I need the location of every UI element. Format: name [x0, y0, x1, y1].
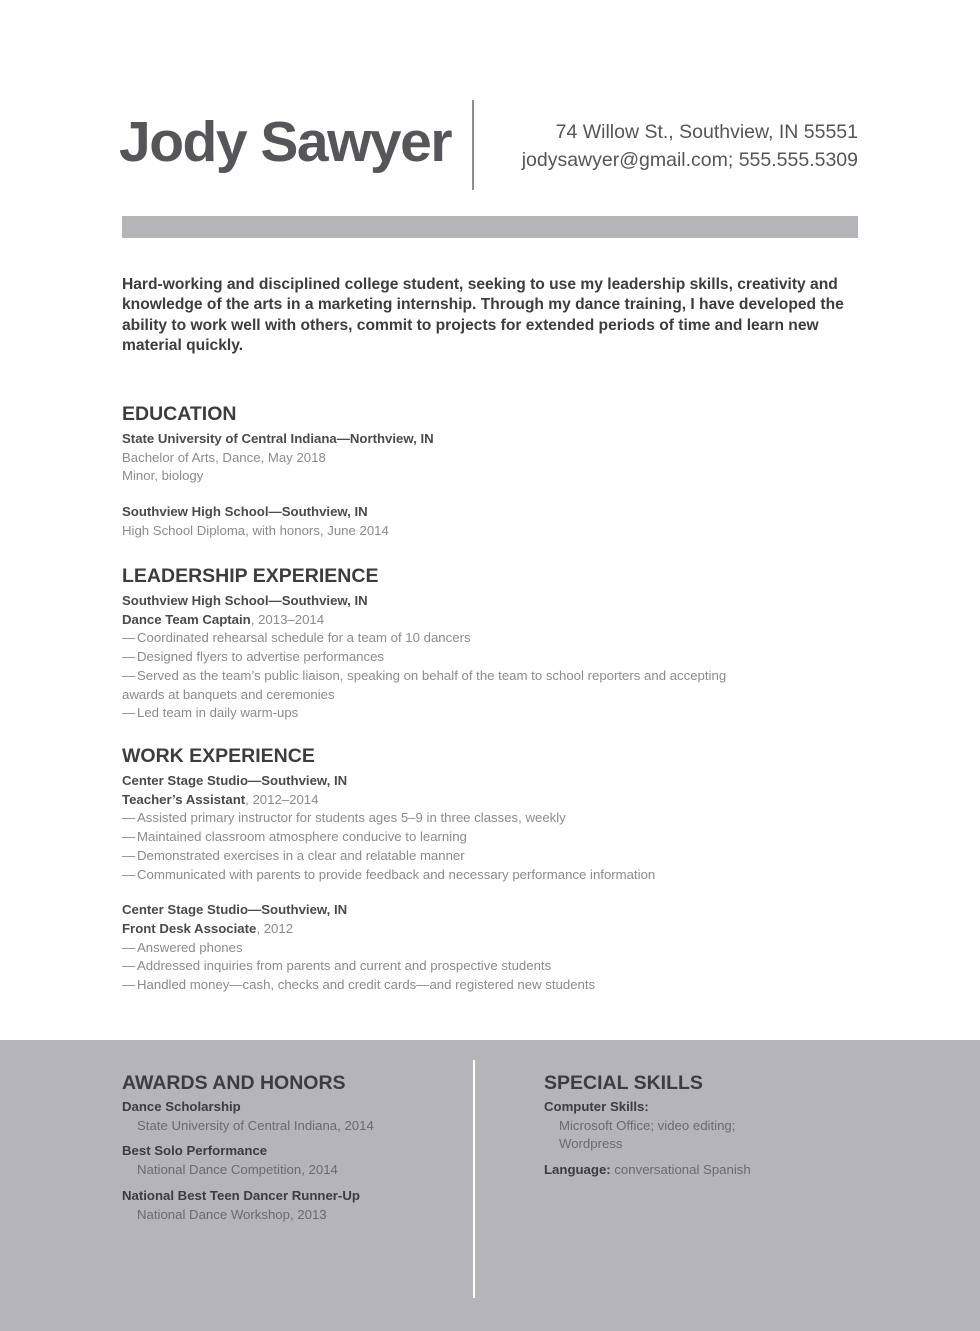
- skills-section: [544, 1071, 779, 1180]
- list-item: — Assisted primary instructor for students ages 5–9 in three classes, weekly: [122, 810, 566, 826]
- role-dates: , 2012: [256, 920, 294, 936]
- list-item: — Answered phones: [122, 939, 243, 955]
- awards-title: AWARDS AND HONORS: [122, 1072, 346, 1094]
- education-detail: Bachelor of Arts, Dance, May 2018: [122, 449, 326, 465]
- awards-section: [122, 1071, 374, 1231]
- resume-name: Jody Sawyer: [119, 110, 452, 174]
- contact-address: 74 Willow St., Southview, IN 55551: [555, 121, 858, 143]
- leadership-org: Southview High School—Southview, IN: [122, 593, 368, 608]
- header-divider: [472, 100, 474, 190]
- award-name: Best Solo Performance: [122, 1143, 268, 1159]
- list-item: — Handled money—cash, checks and credit cards—and registered new students: [122, 977, 596, 993]
- header-bar: [122, 216, 858, 238]
- list-item: — Addressed inquiries from parents and current and prospective students: [122, 958, 552, 974]
- award-name: Dance Scholarship: [122, 1099, 241, 1114]
- language-skill: [544, 1161, 779, 1180]
- contact-info: [490, 118, 858, 174]
- list-item-continuation: awards at banquets and ceremonies: [122, 686, 335, 702]
- education-detail: Minor, biology: [122, 468, 204, 484]
- education-detail: High School Diploma, with honors, June 2014: [122, 522, 389, 538]
- award-name: National Best Teen Dancer Runner-Up: [122, 1187, 360, 1203]
- role-title: Dance Team Captain: [122, 611, 251, 627]
- list-item: — Demonstrated exercises in a clear and relatable manner: [122, 847, 465, 863]
- award-detail: National Dance Competition, 2014: [137, 1162, 338, 1178]
- role-title: Teacher’s Assistant: [122, 791, 246, 807]
- list-item: — Maintained classroom atmosphere conducive to learning: [122, 829, 467, 845]
- work-org: Center Stage Studio—Southview, IN: [122, 902, 348, 918]
- list-item: — Coordinated rehearsal schedule for a team of 10 dancers: [122, 630, 471, 646]
- education-org: State University of Central Indiana—Northview, IN: [122, 431, 434, 446]
- list-item: — Communicated with parents to provide feedback and necessary performance information: [122, 866, 656, 882]
- award-detail: National Dance Workshop, 2013: [137, 1206, 327, 1222]
- award-detail: State University of Central Indiana, 2014: [137, 1117, 374, 1133]
- summary-paragraph: Hard-working and disciplined college student, seeking to use my leadership skills, creativity and knowledge of the arts in a marketing internship. Through my dance training, I have developed the ability to work well with others, commit to projects for extended periods of time and learn new material quickly.: [122, 276, 844, 354]
- language-value: conversational Spanish: [610, 1162, 751, 1178]
- work-org: Center Stage Studio—Southview, IN: [122, 773, 348, 788]
- education-section: [122, 402, 862, 541]
- leadership-title: LEADERSHIP EXPERIENCE: [122, 565, 379, 587]
- leadership-section: [122, 564, 862, 723]
- contact-email-phone: jodysawyer@gmail.com; 555.555.5309: [521, 149, 858, 171]
- list-item: — Served as the team’s public liaison, speaking on behalf of the team to school reporters and accepting awards at banquets and ceremonies: [122, 667, 862, 704]
- leadership-role: [122, 611, 862, 630]
- award-item: [122, 1187, 374, 1224]
- skills-title: SPECIAL SKILLS: [544, 1072, 703, 1094]
- role-dates: , 2012–2014: [245, 791, 319, 807]
- list-item: — Led team in daily warm-ups: [122, 705, 299, 721]
- work-section: [122, 744, 862, 995]
- computer-skills-label: Computer Skills:: [544, 1099, 649, 1114]
- list-item: — Designed flyers to advertise performances: [122, 649, 385, 665]
- award-item: [122, 1098, 374, 1135]
- work-role: [122, 920, 862, 939]
- computer-skills-value: Microsoft Office; video editing; Wordpress: [559, 1117, 736, 1152]
- role-dates: , 2013–2014: [250, 611, 325, 627]
- work-title: WORK EXPERIENCE: [122, 745, 315, 767]
- footer-divider: [473, 1060, 475, 1298]
- footer-panel: [0, 1040, 980, 1331]
- role-title: Front Desk Associate: [122, 920, 257, 936]
- language-label: Language:: [544, 1162, 611, 1178]
- education-org: Southview High School—Southview, IN: [122, 504, 368, 520]
- work-role: [122, 791, 862, 810]
- award-item: [122, 1142, 374, 1179]
- education-title: EDUCATION: [122, 403, 237, 425]
